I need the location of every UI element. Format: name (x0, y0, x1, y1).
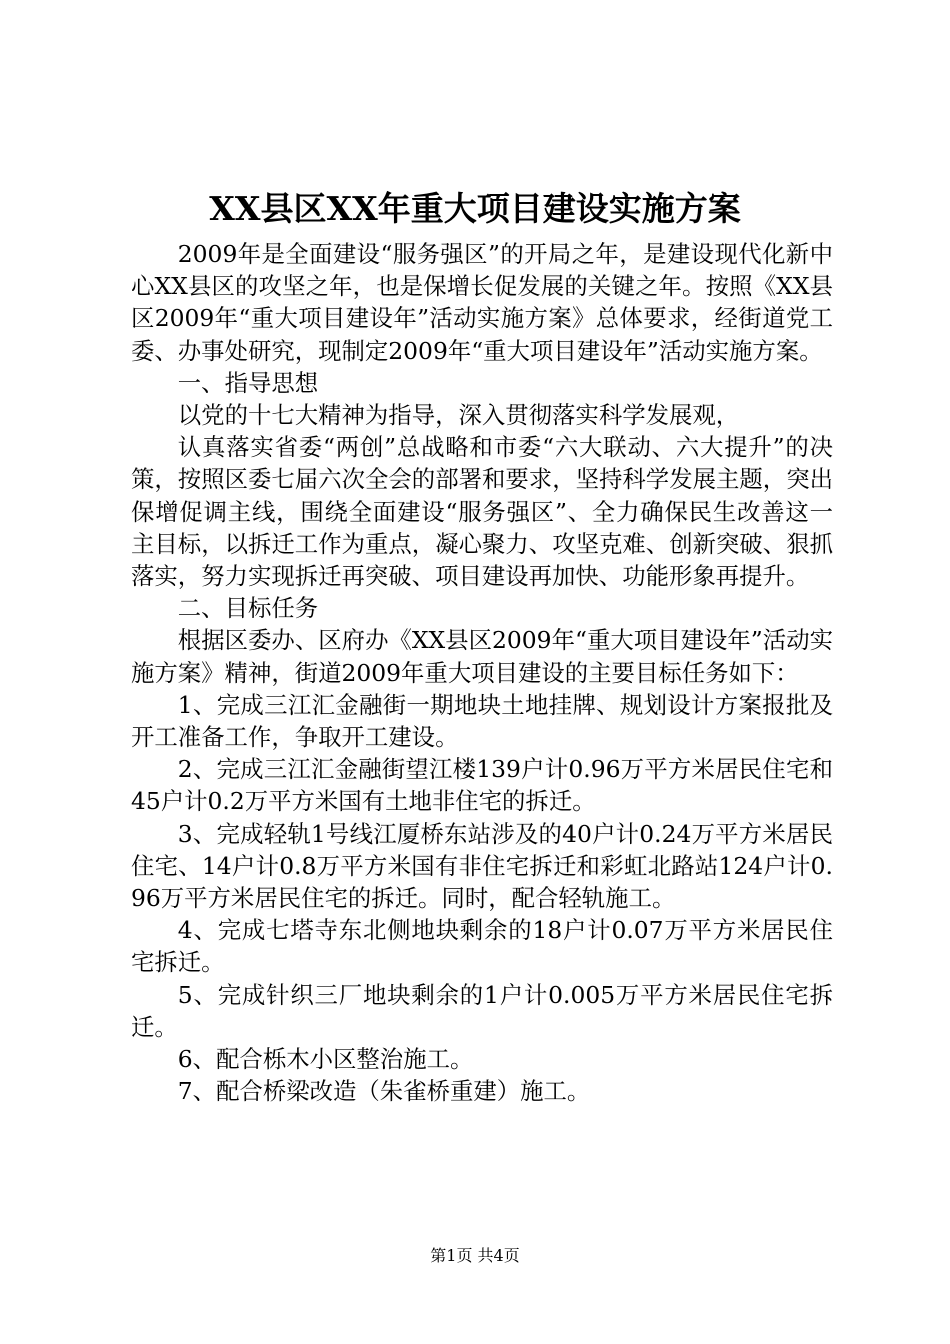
page-footer: 第1页 共4页 (430, 1246, 520, 1265)
intro-paragraph: 2009年是全面建设“服务强区”的开局之年，是建设现代化新中心XX县区的攻坚之年，也是保增长促发展的关键之年。按照《XX县区2009年“重大项目建设年”活动实施方案》总体要求，经街道党工委、办事处研究，现制定2009年“重大项目建设年”活动实施方案。 (131, 240, 833, 365)
body-paragraph: 以党的十七大精神为指导，深入贯彻落实科学发展观， (177, 401, 740, 430)
body-paragraph: 根据区委办、区府办《XX县区2009年“重大项目建设年”活动实施方案》精神，街道2009年重大项目建设的主要目标任务如下： (131, 626, 833, 687)
document-title: XX县区XX年重大项目建设实施方案 (209, 189, 741, 228)
list-item: 4、完成七塔寺东北侧地块剩余的18户计0.07万平方米居民住宅拆迁。 (131, 916, 833, 977)
document-body (131, 238, 833, 1107)
list-item: 5、完成针织三厂地块剩余的1户计0.005万平方米居民住宅拆迁。 (131, 980, 833, 1041)
section-heading-target-tasks: 二、目标任务 (177, 594, 319, 623)
list-item: 3、完成轻轨1号线江厦桥东站涉及的40户计0.24万平方米居民住宅、14户计0.8万平方米国有非住宅拆迁和彩虹北路站124户计0.96万平方米居民住宅的拆迁。同时，配合轻轨施工。 (131, 819, 833, 913)
body-paragraph: 认真落实省委“两创”总战略和市委“六大联动、六大提升”的决策，按照区委七届六次全会的部署和要求，坚持科学发展主题，突出保增促调主线，围绕全面建设“服务强区”、全力确保民生改善这一主目标，以拆迁工作为重点，凝心聚力、攻坚克难、创新突破、狠抓落实，努力实现拆迁再突破、项目建设再加快、功能形象再提升。 (131, 433, 833, 591)
list-item: 6、配合栎木小区整治施工。 (177, 1045, 474, 1074)
list-item: 1、完成三江汇金融街一期地块土地挂牌、规划设计方案报批及开工准备工作，争取开工建设。 (131, 690, 833, 752)
list-item: 2、完成三江汇金融街望江楼139户计0.96万平方米居民住宅和45户计0.2万平方米国有土地非住宅的拆迁。 (131, 755, 833, 816)
list-item: 7、配合桥梁改造（朱雀桥重建）施工。 (177, 1077, 591, 1106)
section-heading-guiding-ideology: 一、指导思想 (177, 368, 319, 397)
